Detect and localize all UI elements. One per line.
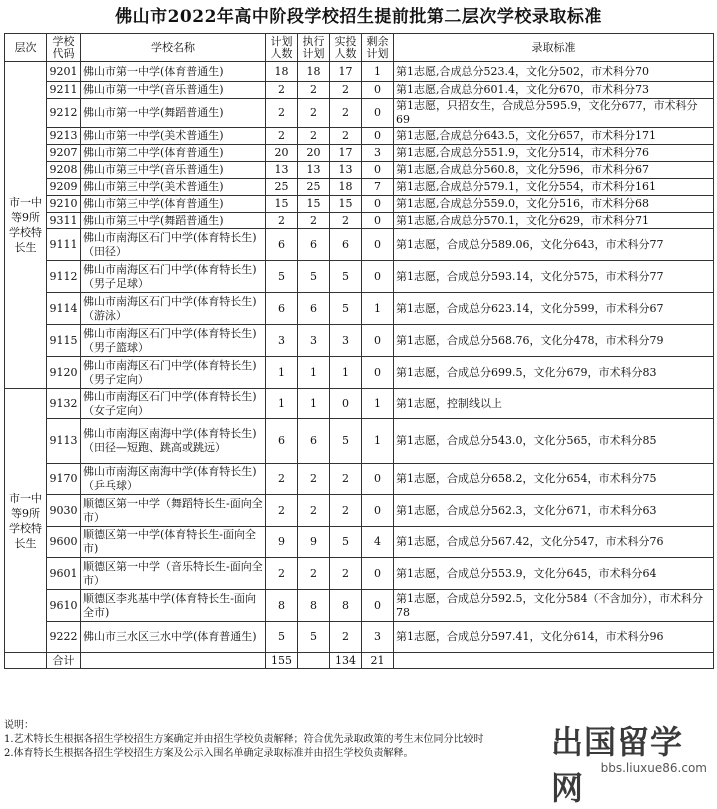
- remain-count: 1: [362, 293, 394, 325]
- remain-count: 0: [362, 464, 394, 495]
- remain-count: 0: [362, 128, 394, 145]
- actual-count: 5: [330, 261, 362, 293]
- school-code: 9030: [47, 495, 81, 527]
- admission-standard: 第1志愿，合成总分592.5，文化分584（不含加分），市术科分78: [394, 590, 714, 622]
- admission-standard: 第1志愿，合成总分568.76，文化分478，市术科分79: [394, 325, 714, 357]
- admission-standard: 第1志愿，只招女生，合成总分595.9，文化分677，市术科分69: [394, 99, 714, 128]
- exec-count: 18: [298, 62, 330, 82]
- table-row: [5, 293, 714, 325]
- school-name: 佛山市第三中学(体育普通生): [81, 196, 266, 213]
- table-row: [5, 128, 714, 145]
- admission-standard: 第1志愿，合成总分593.14，文化分575，市术科分77: [394, 261, 714, 293]
- watermark-url: bbs.liuxue86.com: [600, 761, 707, 775]
- plan-count: 5: [266, 622, 298, 653]
- plan-count: 18: [266, 62, 298, 82]
- school-name: 佛山市南海区石门中学(体育特长生)（女子定向）: [81, 389, 266, 419]
- school-code: 9111: [47, 229, 81, 261]
- school-name: 佛山市南海区石门中学(体育特长生)（田径）: [81, 229, 266, 261]
- header-exec: 执行计划: [298, 34, 330, 62]
- actual-count: 3: [330, 325, 362, 357]
- exec-count: 8: [298, 590, 330, 622]
- exec-count: 1: [298, 357, 330, 389]
- remain-count: 0: [362, 162, 394, 179]
- remain-count: 0: [362, 196, 394, 213]
- school-code: 9112: [47, 261, 81, 293]
- admission-standard: 第1志愿,合成总分551.9，文化分514，市术科分76: [394, 145, 714, 162]
- table-row: [5, 495, 714, 527]
- total-exec: [298, 653, 330, 669]
- admission-standard: 第1志愿，合成总分658.2，文化分654，市术科分75: [394, 464, 714, 495]
- plan-count: 3: [266, 325, 298, 357]
- exec-count: 2: [298, 99, 330, 128]
- table-row: [5, 464, 714, 495]
- admission-table: [4, 33, 714, 669]
- table-row: [5, 558, 714, 590]
- school-name: 顺德区第一中学（舞蹈特长生-面向全市）: [81, 495, 266, 527]
- actual-count: 2: [330, 82, 362, 99]
- actual-count: 5: [330, 527, 362, 558]
- table-row: [5, 622, 714, 653]
- total-standard-empty: [394, 653, 714, 669]
- school-code: 9311: [47, 213, 81, 229]
- school-code: 9201: [47, 62, 81, 82]
- plan-count: 2: [266, 558, 298, 590]
- school-code: 9600: [47, 527, 81, 558]
- school-name: 佛山市南海区石门中学(体育特长生)（男子篮球）: [81, 325, 266, 357]
- remain-count: 1: [362, 419, 394, 464]
- plan-count: 20: [266, 145, 298, 162]
- school-code: 9212: [47, 99, 81, 128]
- exec-count: 15: [298, 196, 330, 213]
- remain-count: 0: [362, 325, 394, 357]
- total-row: [5, 653, 714, 669]
- actual-count: 2: [330, 99, 362, 128]
- header-standard: 录取标准: [394, 34, 714, 62]
- exec-count: 9: [298, 527, 330, 558]
- exec-count: 20: [298, 145, 330, 162]
- exec-count: 2: [298, 128, 330, 145]
- actual-count: 1: [330, 357, 362, 389]
- admission-standard: 第1志愿，合成总分567.42，文化分547，市术科分76: [394, 527, 714, 558]
- exec-count: 2: [298, 558, 330, 590]
- plan-count: 2: [266, 128, 298, 145]
- school-name: 佛山市南海区石门中学(体育特长生)（男子定向）: [81, 357, 266, 389]
- plan-count: 6: [266, 229, 298, 261]
- school-name: 顺德区第一中学（音乐特长生-面向全市）: [81, 558, 266, 590]
- total-remain: 21: [362, 653, 394, 669]
- admission-standard: 第1志愿,合成总分523.4，文化分502，市术科分70: [394, 62, 714, 82]
- group-label: 市一中等9所学校特长生: [5, 62, 47, 389]
- remain-count: 1: [362, 389, 394, 419]
- table-row: [5, 590, 714, 622]
- exec-count: 2: [298, 464, 330, 495]
- school-name: 佛山市南海区南海中学(体育特长生)（乒乓球）: [81, 464, 266, 495]
- remain-count: 0: [362, 229, 394, 261]
- school-code: 9211: [47, 82, 81, 99]
- plan-count: 13: [266, 162, 298, 179]
- school-name: 佛山市三水区三水中学(体育普通生): [81, 622, 266, 653]
- total-plan: 155: [266, 653, 298, 669]
- remain-count: 3: [362, 622, 394, 653]
- table-row: [5, 145, 714, 162]
- note-title: 说明：: [4, 720, 34, 731]
- exec-count: 3: [298, 325, 330, 357]
- plan-count: 6: [266, 419, 298, 464]
- total-actual: 134: [330, 653, 362, 669]
- school-name: 佛山市第一中学(美术普通生): [81, 128, 266, 145]
- school-code: 9610: [47, 590, 81, 622]
- table-row: [5, 357, 714, 389]
- actual-count: 13: [330, 162, 362, 179]
- school-code: 9115: [47, 325, 81, 357]
- exec-count: 6: [298, 293, 330, 325]
- school-code: 9209: [47, 179, 81, 196]
- total-name-empty: [81, 653, 266, 669]
- admission-standard: 第1志愿,合成总分559.0，文化分516，市术科分68: [394, 196, 714, 213]
- admission-standard: 第1志愿，合成总分553.9，文化分645，市术科分64: [394, 558, 714, 590]
- school-code: 9222: [47, 622, 81, 653]
- school-code: 9114: [47, 293, 81, 325]
- header-row: [5, 34, 714, 62]
- remain-count: 0: [362, 495, 394, 527]
- school-name: 佛山市第三中学(美术普通生): [81, 179, 266, 196]
- school-code: 9113: [47, 419, 81, 464]
- admission-standard: 第1志愿,合成总分570.1，文化分629，市术科分71: [394, 213, 714, 229]
- exec-count: 5: [298, 261, 330, 293]
- group-label: 市一中等9所学校特长生: [5, 389, 47, 653]
- table-row: [5, 389, 714, 419]
- admission-standard: 第1志愿，合成总分589.06，文化分643，市术科分77: [394, 229, 714, 261]
- table-row: [5, 419, 714, 464]
- school-name: 佛山市第二中学(体育普通生): [81, 145, 266, 162]
- school-name: 顺德区李兆基中学(体育特长生-面向全市): [81, 590, 266, 622]
- actual-count: 2: [330, 622, 362, 653]
- watermark-logo: [551, 715, 711, 807]
- table-row: [5, 325, 714, 357]
- table-row: [5, 213, 714, 229]
- plan-count: 1: [266, 357, 298, 389]
- school-name: 佛山市南海区石门中学(体育特长生)（男子足球）: [81, 261, 266, 293]
- page-title: 佛山市2022年高中阶段学校招生提前批第二层次学校录取标准: [115, 7, 602, 27]
- header-plan: 计划人数: [266, 34, 298, 62]
- actual-count: 2: [330, 213, 362, 229]
- table-row: [5, 179, 714, 196]
- plan-count: 8: [266, 590, 298, 622]
- note-1: 1.艺术特长生根据各招生学校招生方案确定并由招生学校负责解释；符合优先录取政策的考生末位同分比较时: [4, 734, 484, 745]
- school-name: 顺德区第一中学(体育特长生-面向全市): [81, 527, 266, 558]
- school-code: 9208: [47, 162, 81, 179]
- school-code: 9207: [47, 145, 81, 162]
- admission-standard: 第1志愿，控制线以上: [394, 389, 714, 419]
- remain-count: 7: [362, 179, 394, 196]
- header-remain: 剩余计划: [362, 34, 394, 62]
- remain-count: 0: [362, 213, 394, 229]
- actual-count: 2: [330, 464, 362, 495]
- exec-count: 2: [298, 82, 330, 99]
- admission-standard: 第1志愿，合成总分543.0，文化分565，市术科分85: [394, 419, 714, 464]
- school-name: 佛山市南海区石门中学(体育特长生)（游泳）: [81, 293, 266, 325]
- exec-count: 6: [298, 419, 330, 464]
- school-name: 佛山市第一中学(舞蹈普通生): [81, 99, 266, 128]
- exec-count: 2: [298, 495, 330, 527]
- plan-count: 2: [266, 82, 298, 99]
- actual-count: 2: [330, 495, 362, 527]
- school-code: 9210: [47, 196, 81, 213]
- table-row: [5, 62, 714, 82]
- exec-count: 2: [298, 213, 330, 229]
- actual-count: 2: [330, 558, 362, 590]
- school-name: 佛山市第一中学(音乐普通生): [81, 82, 266, 99]
- admission-standard: 第1志愿，合成总分562.3，文化分671，市术科分63: [394, 495, 714, 527]
- actual-count: 0: [330, 389, 362, 419]
- table-row: [5, 82, 714, 99]
- school-name: 佛山市第三中学(音乐普通生): [81, 162, 266, 179]
- header-code: 学校代码: [47, 34, 81, 62]
- exec-count: 25: [298, 179, 330, 196]
- school-code: 9170: [47, 464, 81, 495]
- remain-count: 3: [362, 145, 394, 162]
- table-row: [5, 99, 714, 128]
- actual-count: 15: [330, 196, 362, 213]
- school-code: 9120: [47, 357, 81, 389]
- school-code: 9132: [47, 389, 81, 419]
- admission-standard: 第1志愿,合成总分579.1，文化分554，市术科分161: [394, 179, 714, 196]
- exec-count: 6: [298, 229, 330, 261]
- plan-count: 6: [266, 293, 298, 325]
- plan-count: 2: [266, 99, 298, 128]
- school-name: 佛山市南海区南海中学(体育特长生)（田径—短跑、跳高或跳远）: [81, 419, 266, 464]
- remain-count: 1: [362, 62, 394, 82]
- admission-standard: 第1志愿，合成总分699.5，文化分679，市术科分83: [394, 357, 714, 389]
- admission-standard: 第1志愿,合成总分560.8，文化分596，市术科分67: [394, 162, 714, 179]
- remain-count: 0: [362, 558, 394, 590]
- actual-count: 18: [330, 179, 362, 196]
- actual-count: 6: [330, 229, 362, 261]
- table-row: [5, 229, 714, 261]
- admission-standard: 第1志愿,合成总分643.5，文化分657，市术科分171: [394, 128, 714, 145]
- exec-count: 1: [298, 389, 330, 419]
- admission-standard: 第1志愿，合成总分597.41，文化分614，市术科分96: [394, 622, 714, 653]
- total-empty: [5, 653, 47, 669]
- actual-count: 5: [330, 293, 362, 325]
- table-row: [5, 196, 714, 213]
- table-row: [5, 162, 714, 179]
- plan-count: 2: [266, 495, 298, 527]
- header-level: 层次: [5, 34, 47, 62]
- watermark-text: 出国留学网: [551, 723, 684, 807]
- actual-count: 17: [330, 145, 362, 162]
- admission-standard: 第1志愿,合成总分601.4，文化分670，市术科分73: [394, 82, 714, 99]
- exec-count: 13: [298, 162, 330, 179]
- admission-standard: 第1志愿，合成总分623.14，文化分599，市术科分67: [394, 293, 714, 325]
- plan-count: 1: [266, 389, 298, 419]
- school-name: 佛山市第三中学(舞蹈普通生): [81, 213, 266, 229]
- plan-count: 9: [266, 527, 298, 558]
- remain-count: 0: [362, 261, 394, 293]
- actual-count: 8: [330, 590, 362, 622]
- plan-count: 2: [266, 213, 298, 229]
- remain-count: 0: [362, 99, 394, 128]
- header-actual: 实投人数: [330, 34, 362, 62]
- plan-count: 25: [266, 179, 298, 196]
- remain-count: 0: [362, 357, 394, 389]
- school-code: 9213: [47, 128, 81, 145]
- actual-count: 5: [330, 419, 362, 464]
- school-name: 佛山市第一中学(体育普通生): [81, 62, 266, 82]
- note-2: 2.体育特长生根据各招生学校招生方案及公示入围名单确定录取标准并由招生学校负责解释。: [4, 748, 414, 759]
- plan-count: 5: [266, 261, 298, 293]
- remain-count: 4: [362, 527, 394, 558]
- table-row: [5, 261, 714, 293]
- remain-count: 0: [362, 590, 394, 622]
- actual-count: 17: [330, 62, 362, 82]
- school-code: 9601: [47, 558, 81, 590]
- remain-count: 0: [362, 82, 394, 99]
- exec-count: 5: [298, 622, 330, 653]
- plan-count: 15: [266, 196, 298, 213]
- table-row: [5, 527, 714, 558]
- total-label: 合计: [47, 653, 81, 669]
- actual-count: 2: [330, 128, 362, 145]
- plan-count: 2: [266, 464, 298, 495]
- header-name: 学校名称: [81, 34, 266, 62]
